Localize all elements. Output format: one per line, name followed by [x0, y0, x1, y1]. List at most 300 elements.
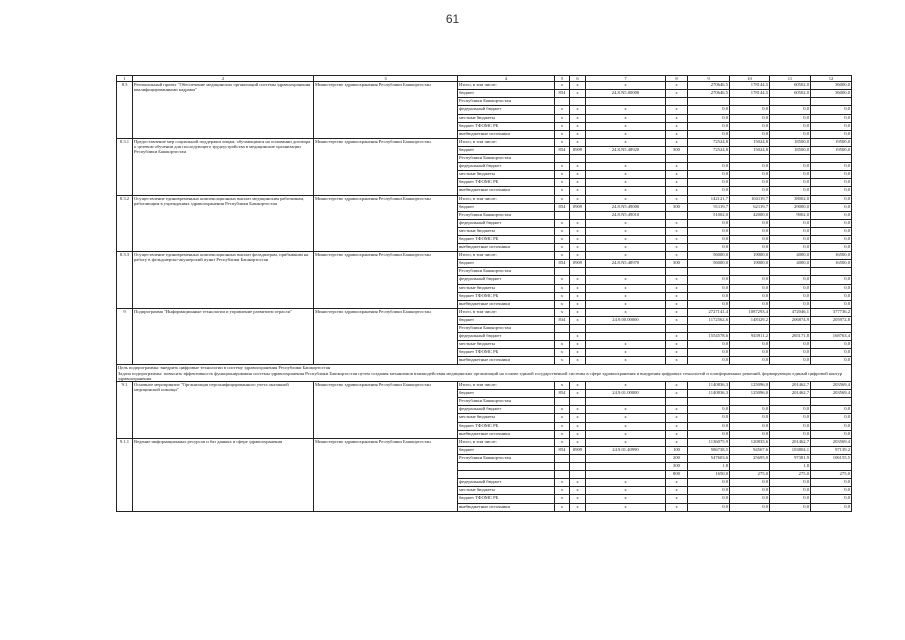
year1-value: 0,0 — [730, 414, 770, 422]
year2-value: 0,0 — [770, 495, 811, 503]
expense-type — [666, 98, 688, 106]
total-value: 56000,0 — [688, 252, 730, 260]
funding-source: Итого, в том числе: — [458, 82, 555, 90]
gov-code: х — [555, 495, 570, 503]
executor: Министерство здравоохранения Республики Башкортостан — [314, 252, 458, 309]
year1-value: 62119,7 — [730, 203, 770, 211]
total-value: 586738,5 — [688, 446, 730, 454]
total-value: 1140836,3 — [688, 390, 730, 398]
gov-code — [555, 471, 570, 479]
gov-code: х — [555, 138, 570, 146]
table-row — [117, 308, 852, 316]
year1-value: 0,0 — [730, 122, 770, 130]
gov-code: х — [555, 276, 570, 284]
measure-name: Ведение информационных ресурсов и баз данных в сфере здравоохранения — [133, 438, 314, 511]
year1-value: 0,0 — [730, 219, 770, 227]
year2-value: 0,0 — [770, 130, 811, 138]
year1-value: 0,0 — [730, 349, 770, 357]
header-cell: 8 — [666, 76, 688, 82]
gov-code: 854 — [555, 446, 570, 454]
year3-value: 0,0 — [811, 187, 852, 195]
year1-value: 0,0 — [730, 430, 770, 438]
year2-value: 265171,8 — [770, 333, 811, 341]
year3-value — [811, 398, 852, 406]
year2-value: 0,0 — [770, 171, 811, 179]
row-number: 8.3.3 — [117, 252, 133, 309]
funding-source: федеральный бюджет — [458, 479, 555, 487]
year2-value: 38002,0 — [770, 195, 811, 203]
expense-type — [666, 155, 688, 163]
year3-value: 0,0 — [811, 227, 852, 235]
expense-type: х — [666, 308, 688, 316]
year2-value: 18500,0 — [770, 138, 811, 146]
year1-value: 94567,6 — [730, 446, 770, 454]
year1-value: 178144,5 — [730, 90, 770, 98]
year3-value: 377736,2 — [811, 308, 852, 316]
gov-code: х — [555, 82, 570, 90]
expense-type: х — [666, 187, 688, 195]
year1-value: 125096,0 — [730, 390, 770, 398]
gov-code: х — [555, 300, 570, 308]
year1-value: 19000,0 — [730, 260, 770, 268]
year3-value: 0,0 — [811, 171, 852, 179]
funding-source: Республики Башкортостан — [458, 155, 555, 163]
section-code: х — [570, 422, 586, 430]
gov-code: х — [555, 130, 570, 138]
target-code: х — [586, 341, 666, 349]
gov-code: х — [555, 422, 570, 430]
target-code: 24.8.N5.48970 — [586, 260, 666, 268]
year3-value: 0,0 — [811, 341, 852, 349]
year2-value: 0,0 — [770, 430, 811, 438]
total-value — [688, 325, 730, 333]
gov-code: х — [555, 163, 570, 171]
year2-value: 0,0 — [770, 276, 811, 284]
funding-source: местные бюджеты — [458, 227, 555, 235]
measure-name: Осуществление единовременных компенсационных выплат фельдшерам, прибывшим на работу в фельдшерско-акушерский пункт Республики Башкортостан — [133, 252, 314, 309]
year3-value: 0,0 — [811, 357, 852, 365]
year1-value: 178144,5 — [730, 82, 770, 90]
header-cell: 2 — [133, 76, 314, 82]
expense-type: х — [666, 390, 688, 398]
gov-code: х — [555, 382, 570, 390]
year3-value: 0,0 — [811, 114, 852, 122]
section-code: х — [570, 414, 586, 422]
year2-value: 472046,1 — [770, 308, 811, 316]
year3-value: 19500,0 — [811, 138, 852, 146]
year1-value: 0,0 — [730, 244, 770, 252]
total-value: 1,8 — [688, 463, 730, 471]
funding-source: федеральный бюджет — [458, 276, 555, 284]
section-code: х — [570, 382, 586, 390]
total-value: 0,0 — [688, 292, 730, 300]
target-code — [586, 268, 666, 276]
gov-code: х — [555, 187, 570, 195]
gov-code: х — [555, 292, 570, 300]
expense-type: х — [666, 300, 688, 308]
section-goal-row — [117, 365, 852, 382]
year1-value: 943911,2 — [730, 333, 770, 341]
funding-source: Итого, в том числе: — [458, 382, 555, 390]
row-number: 8.3 — [117, 82, 133, 139]
year1-value: 15024,8 — [730, 146, 770, 154]
gov-code — [555, 211, 570, 219]
section-code: х — [570, 430, 586, 438]
year1-value: 42000,0 — [730, 211, 770, 219]
year2-value: 0,0 — [770, 219, 811, 227]
executor: Министерство здравоохранения Республики Башкортостан — [314, 82, 458, 139]
year1-value: 0,0 — [730, 284, 770, 292]
funding-source: внебюджетные источники — [458, 187, 555, 195]
year1-value — [730, 155, 770, 163]
gov-code: х — [555, 438, 570, 446]
funding-source: внебюджетные источники — [458, 300, 555, 308]
year3-value: 0,0 — [811, 235, 852, 243]
expense-type: х — [666, 276, 688, 284]
year3-value: 203569,4 — [811, 390, 852, 398]
executor: Министерство здравоохранения Республики Башкортостан — [314, 308, 458, 365]
funding-source: Республики Башкортостан — [458, 325, 555, 333]
year3-value: 203569,4 — [811, 382, 852, 390]
year1-value: 0,0 — [730, 406, 770, 414]
year3-value: 36000,0 — [811, 90, 852, 98]
year1-value — [730, 463, 770, 471]
total-value: 142121,7 — [688, 195, 730, 203]
section-code — [570, 325, 586, 333]
row-number: 9 — [117, 308, 133, 365]
funding-source — [458, 463, 555, 471]
target-code: х — [586, 308, 666, 316]
funding-source: бюджет — [458, 390, 555, 398]
total-value: 1172562,6 — [688, 316, 730, 324]
budget-table-container — [116, 75, 851, 512]
funding-source: местные бюджеты — [458, 414, 555, 422]
year2-value: 275,0 — [770, 471, 811, 479]
section-code: х — [570, 163, 586, 171]
year3-value: 0,0 — [811, 292, 852, 300]
gov-code — [555, 155, 570, 163]
year3-value: 0,0 — [811, 430, 852, 438]
section-code: 0909 — [570, 260, 586, 268]
expense-type: 200 — [666, 454, 688, 462]
row-number: 8.3.1 — [117, 138, 133, 195]
total-value: 51002,0 — [688, 211, 730, 219]
gov-code: 854 — [555, 260, 570, 268]
target-code: х — [586, 187, 666, 195]
year3-value: 0,0 — [811, 349, 852, 357]
expense-type: х — [666, 438, 688, 446]
expense-type: х — [666, 284, 688, 292]
expense-type: х — [666, 82, 688, 90]
year1-value: 0,0 — [730, 163, 770, 171]
target-code: х — [586, 276, 666, 284]
target-code: х — [586, 300, 666, 308]
section-code: х — [570, 195, 586, 203]
year1-value: 0,0 — [730, 179, 770, 187]
section-code: х — [570, 495, 586, 503]
header-cell: 9 — [688, 76, 730, 82]
year3-value — [811, 268, 852, 276]
section-code: х — [570, 244, 586, 252]
target-code: 24.8.N5.49000 — [586, 203, 666, 211]
target-code: 24.8.N5.48920 — [586, 146, 666, 154]
year1-value: 120835,6 — [730, 438, 770, 446]
year2-value: 0,0 — [770, 187, 811, 195]
year1-value: 0,0 — [730, 300, 770, 308]
expense-type: х — [666, 414, 688, 422]
year2-value: 201462,7 — [770, 438, 811, 446]
target-code: х — [586, 406, 666, 414]
section-code: х — [570, 90, 586, 98]
section-code: х — [570, 122, 586, 130]
expense-type: 300 — [666, 260, 688, 268]
target-code — [586, 471, 666, 479]
funding-source: Итого, в том числе: — [458, 308, 555, 316]
year2-value: 206874,9 — [770, 316, 811, 324]
section-code: х — [570, 227, 586, 235]
total-value: 0,0 — [688, 187, 730, 195]
year3-value: 205972,8 — [811, 316, 852, 324]
total-value: 0,0 — [688, 179, 730, 187]
expense-type: 300 — [666, 463, 688, 471]
expense-type: х — [666, 422, 688, 430]
year2-value: 0,0 — [770, 114, 811, 122]
section-code: х — [570, 235, 586, 243]
year3-value: 19500,0 — [811, 146, 852, 154]
target-code: х — [586, 106, 666, 114]
year3-value: 0,0 — [811, 495, 852, 503]
section-code: 0909 — [570, 146, 586, 154]
year2-value: 0,0 — [770, 292, 811, 300]
gov-code: х — [555, 244, 570, 252]
year2-value: 0,0 — [770, 414, 811, 422]
measure-name: Осуществление единовременных компенсационных выплат медицинским работникам, работающим в учреждениях здравоохранения Республики Башкортостан — [133, 195, 314, 252]
target-code: х — [586, 414, 666, 422]
target-code: х — [586, 130, 666, 138]
gov-code: х — [555, 479, 570, 487]
row-number: 9.1 — [117, 382, 133, 439]
funding-source: внебюджетные источники — [458, 244, 555, 252]
year1-value: 0,0 — [730, 114, 770, 122]
gov-code: х — [555, 106, 570, 114]
year3-value: 106155,5 — [811, 454, 852, 462]
section-code — [570, 98, 586, 106]
year3-value: 16500,0 — [811, 252, 852, 260]
funding-source: бюджет ТФОМС РБ — [458, 292, 555, 300]
funding-source: федеральный бюджет — [458, 106, 555, 114]
year1-value: 0,0 — [730, 106, 770, 114]
expense-type: х — [666, 219, 688, 227]
section-code: х — [570, 284, 586, 292]
total-value: 0,0 — [688, 130, 730, 138]
expense-type: х — [666, 106, 688, 114]
total-value: 0,0 — [688, 414, 730, 422]
expense-type: х — [666, 487, 688, 495]
year1-value: 0,0 — [730, 292, 770, 300]
total-value: 2727141,4 — [688, 308, 730, 316]
target-code: х — [586, 163, 666, 171]
section-code — [570, 398, 586, 406]
expense-type: х — [666, 341, 688, 349]
year2-value: 201462,7 — [770, 382, 811, 390]
expense-type: х — [666, 430, 688, 438]
total-value: 0,0 — [688, 349, 730, 357]
section-code: х — [570, 82, 586, 90]
header-cell: 1 — [117, 76, 133, 82]
year1-value: 0,0 — [730, 495, 770, 503]
funding-source: бюджет ТФОМС РБ — [458, 235, 555, 243]
total-value: 270646,5 — [688, 90, 730, 98]
year3-value: 0,0 — [811, 300, 852, 308]
funding-source: федеральный бюджет — [458, 333, 555, 341]
funding-source: местные бюджеты — [458, 171, 555, 179]
expense-type: х — [666, 179, 688, 187]
year3-value: 275,0 — [811, 471, 852, 479]
year1-value: 0,0 — [730, 479, 770, 487]
funding-source: Республики Башкортостан — [458, 211, 555, 219]
executor: Министерство здравоохранения Республики Башкортостан — [314, 138, 458, 195]
funding-source: внебюджетные источники — [458, 130, 555, 138]
total-value: 0,0 — [688, 244, 730, 252]
year3-value: 0,0 — [811, 195, 852, 203]
expense-type: х — [666, 163, 688, 171]
year2-value: 0,0 — [770, 179, 811, 187]
gov-code: х — [555, 252, 570, 260]
year1-value — [730, 325, 770, 333]
funding-source: бюджет — [458, 90, 555, 98]
funding-source: бюджет — [458, 446, 555, 454]
year3-value: 0,0 — [811, 163, 852, 171]
section-code: х — [570, 333, 586, 341]
expense-type: х — [666, 495, 688, 503]
gov-code — [555, 454, 570, 462]
section-code: х — [570, 349, 586, 357]
header-cell: 7 — [586, 76, 666, 82]
target-code: х — [586, 438, 666, 446]
section-code: х — [570, 308, 586, 316]
section-code: х — [570, 106, 586, 114]
gov-code: х — [555, 122, 570, 130]
target-code: х — [586, 82, 666, 90]
expense-type: х — [666, 114, 688, 122]
measure-name: Основное мероприятие "Организация персонифицированного учета оказанной медицинской помощи" — [133, 382, 314, 439]
year2-value: 0,0 — [770, 122, 811, 130]
target-code: х — [586, 430, 666, 438]
total-value: 0,0 — [688, 284, 730, 292]
expense-type: х — [666, 292, 688, 300]
expense-type: х — [666, 349, 688, 357]
year2-value: 60502,0 — [770, 82, 811, 90]
header-cell: 12 — [811, 76, 852, 82]
year1-value: 1087293,4 — [730, 308, 770, 316]
funding-source: Республики Башкортостан — [458, 268, 555, 276]
year3-value: 0,0 — [811, 503, 852, 511]
target-code: х — [586, 114, 666, 122]
section-code — [570, 463, 586, 471]
year2-value: 60502,0 — [770, 90, 811, 98]
gov-code: 854 — [555, 90, 570, 98]
section-code: х — [570, 487, 586, 495]
year2-value — [770, 398, 811, 406]
funding-source: бюджет — [458, 260, 555, 268]
total-value: 1554578,6 — [688, 333, 730, 341]
total-value — [688, 98, 730, 106]
year2-value: 201462,7 — [770, 390, 811, 398]
total-value: 0,0 — [688, 357, 730, 365]
year3-value: 0,0 — [811, 414, 852, 422]
table-row — [117, 438, 852, 446]
executor: Министерство здравоохранения Республики Башкортостан — [314, 438, 458, 511]
section-goal-text: Цель подпрограммы: внедрить цифровые технологии в систему здравоохранения Республики Башкортостан Задача подпрограммы: повысить эффективность функционирования системы здравоохранения Республики Башкортостан путем создания механизмов взаимодействия медицинских организаций на основе единой государственной системы в сфере здравоохранения и внедрения цифровых технологий и платформенных решений, формирующих единый цифровой контур здравоохранения — [117, 365, 852, 382]
section-code: х — [570, 300, 586, 308]
section-code: х — [570, 479, 586, 487]
total-value: 0,0 — [688, 114, 730, 122]
target-code: 24.9.01.40990 — [586, 446, 666, 454]
year1-value — [730, 98, 770, 106]
total-value: 1650,0 — [688, 471, 730, 479]
funding-source: внебюджетные источники — [458, 503, 555, 511]
year3-value: 0,0 — [811, 406, 852, 414]
year1-value: 0,0 — [730, 422, 770, 430]
funding-source: Республики Башкортостан — [458, 98, 555, 106]
year2-value: 0,0 — [770, 503, 811, 511]
year1-value: 15024,8 — [730, 138, 770, 146]
year1-value: 0,0 — [730, 276, 770, 284]
header-cell: 3 — [314, 76, 458, 82]
row-number: 8.3.2 — [117, 195, 133, 252]
gov-code — [555, 398, 570, 406]
expense-type: х — [666, 90, 688, 98]
funding-source: Итого, в том числе: — [458, 252, 555, 260]
table-row — [117, 252, 852, 260]
year3-value: 0,0 — [811, 211, 852, 219]
total-value: 547603,6 — [688, 454, 730, 462]
target-code — [586, 454, 666, 462]
year2-value: 0,0 — [770, 106, 811, 114]
section-code: х — [570, 276, 586, 284]
header-cell: 6 — [570, 76, 586, 82]
total-value: 0,0 — [688, 171, 730, 179]
expense-type: х — [666, 382, 688, 390]
section-code: х — [570, 114, 586, 122]
year3-value: 0,0 — [811, 422, 852, 430]
gov-code — [555, 463, 570, 471]
expense-type: х — [666, 479, 688, 487]
funding-source: внебюджетные источники — [458, 430, 555, 438]
target-code — [586, 98, 666, 106]
gov-code: х — [555, 227, 570, 235]
expense-type — [666, 211, 688, 219]
total-value: 91119,7 — [688, 203, 730, 211]
funding-source: Республики Башкортостан — [458, 398, 555, 406]
year3-value: 168763,4 — [811, 333, 852, 341]
year3-value: 0,0 — [811, 276, 852, 284]
section-code — [570, 454, 586, 462]
total-value: 0,0 — [688, 235, 730, 243]
target-code: 24.9.01.00000 — [586, 390, 666, 398]
section-code: х — [570, 138, 586, 146]
section-code: х — [570, 292, 586, 300]
gov-code: х — [555, 487, 570, 495]
expense-type: х — [666, 357, 688, 365]
funding-source: бюджет ТФОМС РБ — [458, 422, 555, 430]
expense-type — [666, 325, 688, 333]
total-value: 0,0 — [688, 300, 730, 308]
target-code: х — [586, 357, 666, 365]
section-code: х — [570, 357, 586, 365]
total-value: 0,0 — [688, 479, 730, 487]
year2-value — [770, 268, 811, 276]
